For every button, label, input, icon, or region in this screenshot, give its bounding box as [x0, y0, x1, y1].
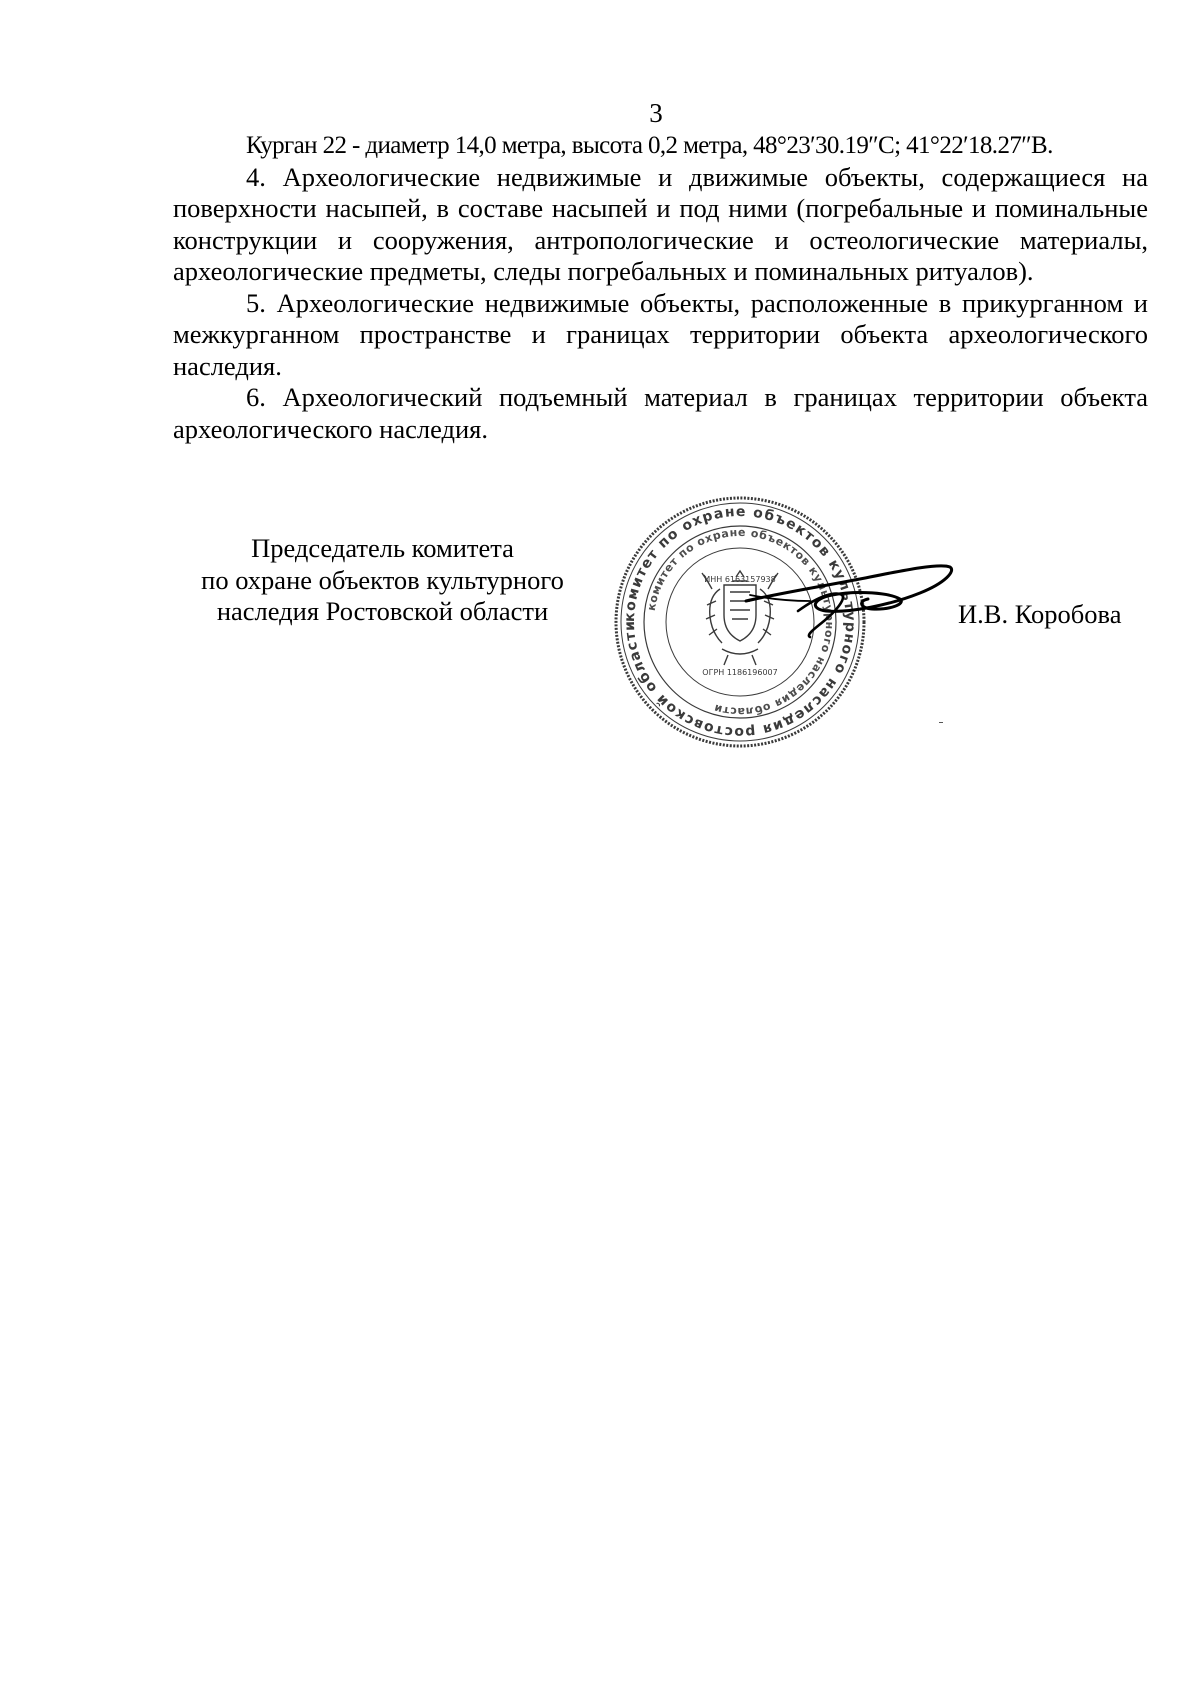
seal-outer-text: комитет по охране объектов культурного наследия ростовской области [621, 503, 859, 741]
seal-inn: ИНН 6163157938 [704, 575, 776, 584]
handwritten-signature [740, 555, 955, 655]
signer-position [175, 533, 590, 628]
paragraph-item-4: 4. Археологические недвижимые и движимые объекты, содержащиеся на поверхности насыпей, в составе насыпей и под ними (погребальные и поминальные конструкции и сооружения, антропологические и остеологические материалы, археологические предметы, следы погребальных и поминальных ритуалов). [173, 161, 1148, 286]
seal-inner-text: комитет по охране объектов культурного наследия области [644, 525, 837, 719]
signer-position-line: по охране объектов культурного [201, 564, 564, 595]
signer-position-line: Председатель комитета [251, 533, 514, 563]
page-number: 3 [649, 98, 663, 128]
paragraph-item-5: 5. Археологические недвижимые объекты, расположенные в прикурганном и межкурганном пространстве и границах территории объекта археологического наследия. [173, 287, 1148, 381]
signer-position-line: наследия Ростовской области [216, 596, 549, 626]
seal-ogrn: ОГРН 1186196007 [702, 668, 778, 677]
paragraph-item-6: 6. Археологический подъемный материал в границах территории объекта археологического наследия. [173, 382, 1148, 444]
signer-name: И.В. Коробова [958, 599, 1122, 629]
scan-artifact [939, 722, 943, 723]
kurgan-22-description: Курган 22 - диаметр 14,0 метра, высота 0,2 метра, 48°23′30.19″С; 41°22′18.27″В. [246, 132, 1053, 159]
